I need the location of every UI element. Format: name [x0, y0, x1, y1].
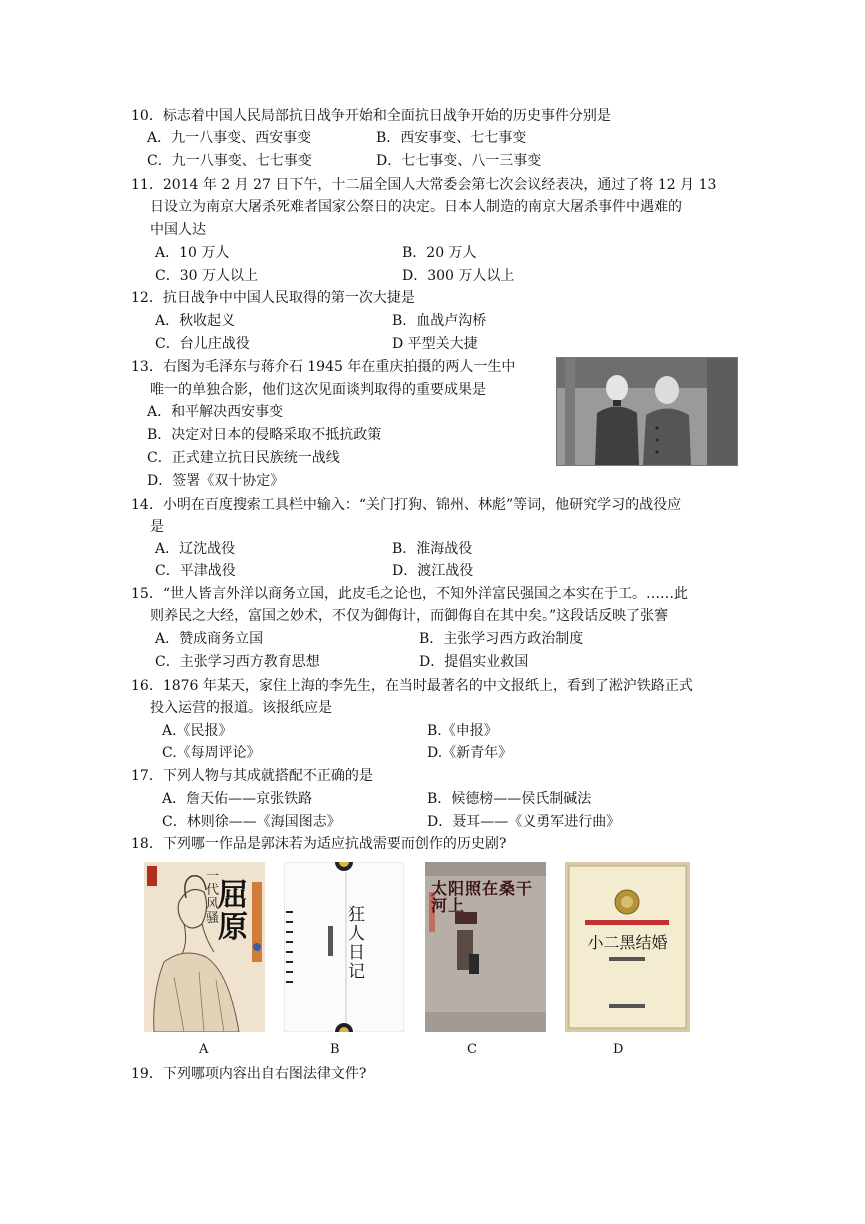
q17-option-c: C．林则徐——《海国图志》: [162, 814, 341, 830]
q11-stem-line3: 中国人达: [150, 222, 206, 238]
book-cover-d: [565, 862, 690, 1032]
q10-option-c: C．九一八事变、七七事变: [147, 153, 312, 169]
q13-option-b: B．决定对日本的侵略采取不抵抗政策: [147, 427, 382, 443]
q10-option-a: A．九一八事变、西安事变: [147, 130, 312, 146]
q18-stem: 18．下列哪一作品是郭沫若为适应抗战需要而创作的历史剧?: [131, 836, 507, 852]
q11-option-a: A．10 万人: [155, 245, 230, 261]
q16-option-a: A.《民报》: [162, 723, 233, 739]
q16-stem-line2: 投入运营的报道。该报纸应是: [150, 700, 332, 716]
q15-option-b: B．主张学习西方政治制度: [419, 631, 584, 647]
q12-option-c: C．台儿庄战役: [155, 336, 250, 352]
book-a-title: 屈原: [218, 878, 248, 945]
book-cover-a: [144, 862, 265, 1032]
q10-option-d: D．七七事变、八一三事变: [376, 153, 542, 169]
q12-option-a: A．秋收起义: [155, 313, 236, 329]
q16-stem-line1: 16．1876 年某天，家住上海的李先生，在当时最著名的中文报纸上，看到了淞沪铁路正式: [131, 678, 693, 694]
q14-option-c: C．平津战役: [155, 563, 236, 579]
book-c-title: 太阳照在桑干河上: [431, 879, 534, 915]
q10-option-b: B．西安事变、七七事变: [376, 130, 527, 146]
q19-stem: 19．下列哪项内容出自右图法律文件?: [131, 1066, 367, 1082]
q14-stem-line1: 14．小明在百度搜索工具栏中输入：“关门打狗、锦州、林彪”等词，他研究学习的战役应: [131, 497, 682, 513]
q14-stem-line2: 是: [150, 519, 164, 535]
q17-stem: 17．下列人物与其成就搭配不正确的是: [131, 768, 373, 784]
q13-option-d: D．签署《双十协定》: [147, 473, 285, 489]
q17-option-d: D．聂耳——《义勇军进行曲》: [427, 814, 621, 830]
q11-option-d: D．300 万人以上: [402, 268, 515, 284]
q12-stem: 12．抗日战争中中国人民取得的第一次大捷是: [131, 290, 415, 306]
caption-c: C: [467, 1042, 477, 1057]
book-cover-c: [425, 862, 546, 1032]
q11-option-c: C．30 万人以上: [155, 268, 258, 284]
book-d-title: 小二黑结婚: [587, 933, 668, 952]
q13-option-a: A．和平解决西安事变: [147, 404, 284, 420]
caption-b: B: [330, 1042, 340, 1057]
caption-a: A: [199, 1042, 209, 1057]
q15-option-c: C．主张学习西方教育思想: [155, 654, 320, 670]
book-b-title: 狂人日记: [348, 905, 365, 982]
q16-option-d: D.《新青年》: [427, 745, 513, 761]
q15-stem-line1: 15．“世人皆言外洋以商务立国，此皮毛之论也，不知外洋富民强国之本实在于工。……此: [131, 586, 688, 602]
q13-stem-line2: 唯一的单独合影，他们这次见面谈判取得的重要成果是: [150, 382, 486, 398]
mao-chiang-photo: [556, 357, 738, 466]
q16-option-b: B.《申报》: [427, 723, 498, 739]
q12-option-b: B．血战卢沟桥: [392, 313, 487, 329]
book-cover-b: [284, 862, 404, 1032]
q13-stem-line1: 13．右图为毛泽东与蒋介石 1945 年在重庆拍摄的两人一生中: [131, 359, 516, 375]
q11-stem-line2: 日设立为南京大屠杀死难者国家公祭日的决定。日本人制造的南京大屠杀事件中遇难的: [150, 199, 682, 215]
q16-option-c: C.《每周评论》: [162, 745, 261, 761]
q11-stem-line1: 11．2014 年 2 月 27 日下午，十二届全国人大常委会第七次会议经表决，通过了将 12 月 13: [131, 177, 717, 193]
q14-option-d: D．渡江战役: [392, 563, 474, 579]
book-a-subtitle: 一代风骚: [206, 869, 220, 926]
q17-option-a: A．詹天佑——京张铁路: [162, 791, 313, 807]
q15-option-d: D．提倡实业救国: [419, 654, 529, 670]
q17-option-b: B．候德榜——侯氏制碱法: [427, 791, 592, 807]
q14-option-b: B．淮海战役: [392, 541, 473, 557]
q15-stem-line2: 则养民之大经，富国之妙术，不仅为御侮计，而御侮自在其中矣。”这段话反映了张謇: [150, 608, 669, 624]
q12-option-d: D 平型关大捷: [392, 336, 478, 352]
caption-d: D: [613, 1042, 624, 1057]
q13-option-c: C．正式建立抗日民族统一战线: [147, 450, 340, 466]
q15-option-a: A．赞成商务立国: [155, 631, 264, 647]
q11-option-b: B．20 万人: [402, 245, 477, 261]
q14-option-a: A．辽沈战役: [155, 541, 236, 557]
q10-stem: 10．标志着中国人民局部抗日战争开始和全面抗日战争开始的历史事件分别是: [131, 108, 611, 124]
